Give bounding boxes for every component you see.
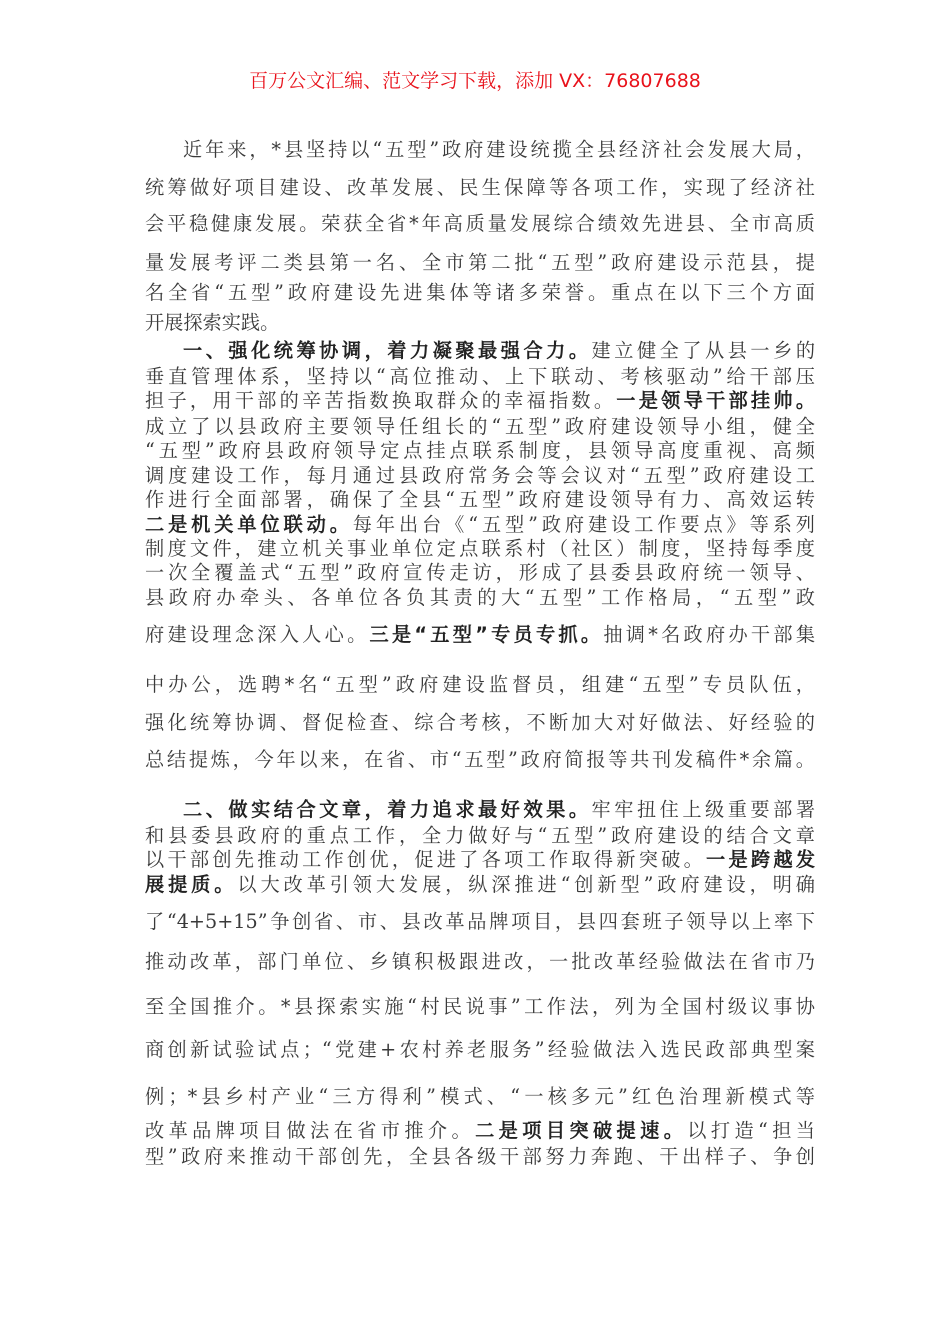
body-text: 制度文件，建立机关事业单位定点联系村（社区）制度，坚持每季度	[145, 537, 815, 560]
body-text: 和县委县政府的重点工作，全力做好与“五型”政府建设的结合文章	[145, 824, 815, 847]
text-line	[145, 310, 815, 336]
text-line	[145, 512, 815, 538]
bold-heading-text: 展提质。	[145, 873, 238, 896]
body-text: 推动改革，部门单位、乡镇积极跟进改，一批改革经验做法在省市乃	[145, 950, 815, 973]
body-text: 量发展考评二类县第一名、全市第二批“五型”政府建设示范县，提	[145, 251, 815, 274]
body-text: 以干部创先推动工作创优，促进了各项工作取得新突破。	[145, 848, 707, 871]
body-text: 作进行全面部署，确保了全县“五型”政府建设领导有力、高效运转	[145, 488, 815, 511]
bold-heading-text: 三是“五型”专员专抓。	[369, 623, 604, 646]
text-line	[145, 463, 815, 489]
body-text: 名全省“五型”政府建设先进集体等诸多荣誉。重点在以下三个方面	[145, 281, 815, 304]
bold-heading-text: 二是机关单位联动。	[145, 513, 353, 536]
text-line	[145, 710, 815, 736]
body-text: 统筹做好项目建设、改革发展、民生保障等各项工作，实现了经济社	[145, 176, 815, 199]
text-line	[145, 211, 815, 237]
text-line	[145, 872, 815, 898]
text-line	[145, 487, 815, 513]
text-line	[145, 994, 815, 1020]
text-line	[145, 585, 815, 611]
body-text: 了“4+5+15”争创省、市、县改革品牌项目，县四套班子领导以上率下	[145, 910, 815, 933]
text-line	[145, 1144, 815, 1170]
body-text: 一次全覆盖式“五型”政府宣传走访，形成了县委县政府统一领导、	[145, 561, 815, 584]
text-line	[145, 388, 815, 414]
body-text: 以打造“担当	[687, 1119, 815, 1142]
text-line	[145, 847, 815, 873]
body-text: 建立健全了从县一乡的	[591, 339, 816, 362]
body-text: 牢牢扭住上级重要部署	[591, 798, 816, 821]
text-line	[145, 1084, 815, 1110]
body-text: 强化统筹协调、督促检查、综合考核，不断加大对好做法、好经验的	[145, 711, 815, 734]
bold-heading-text: 一、强化统筹协调，着力凝聚最强合力。	[183, 339, 592, 362]
body-text: 每年出台《“五型”政府建设工作要点》等系列	[352, 513, 815, 536]
header-banner: 百万公文汇编、范文学习下载，添加 VX：76807688	[249, 70, 701, 92]
bold-heading-text: 二是项目突破提速。	[475, 1119, 688, 1142]
text-line	[145, 672, 815, 698]
text-line	[183, 797, 815, 823]
text-line	[183, 338, 815, 364]
body-text: 调度建设工作，每月通过县政府常务会等会议对“五型”政府建设工	[145, 464, 815, 487]
text-line	[145, 747, 815, 773]
body-text: 以大改革引领大发展，纵深推进“创新型”政府建设，明确	[237, 873, 815, 896]
text-line	[145, 175, 815, 201]
text-line	[183, 137, 815, 163]
body-text: 担子，用干部的辛苦指数换取群众的幸福指数。	[145, 389, 617, 412]
text-line	[145, 280, 815, 306]
text-line	[145, 909, 815, 935]
text-line	[145, 1118, 815, 1144]
body-text: 总结提炼，今年以来，在省、市“五型”政府简报等共刊发稿件*余篇。	[145, 748, 815, 771]
body-text: 改革品牌项目做法在省市推介。	[145, 1119, 476, 1142]
text-line	[145, 1037, 815, 1063]
text-line	[145, 949, 815, 975]
bold-heading-text: 二、做实结合文章，着力追求最好效果。	[183, 798, 592, 821]
text-line	[145, 414, 815, 440]
bold-heading-text: 一是跨越发	[706, 848, 816, 871]
body-text: 中办公，选聘*名“五型”政府建设监督员，组建“五型”专员队伍，	[145, 673, 815, 696]
body-text: 例；*县乡村产业“三方得利”模式、“一核多元”红色治理新模式等	[145, 1085, 815, 1108]
body-text: 抽调*名政府办干部集	[603, 623, 816, 646]
bold-heading-text: 一是领导干部挂帅。	[616, 389, 816, 412]
text-line	[145, 438, 815, 464]
body-text: 成立了以县政府主要领导任组长的“五型”政府建设领导小组，健全	[145, 415, 815, 438]
text-line	[145, 622, 815, 648]
text-line	[145, 536, 815, 562]
body-text: 开展探索实践。	[145, 311, 280, 334]
body-text: 会平稳健康发展。荣获全省*年高质量发展综合绩效先进县、全市高质	[145, 212, 815, 235]
body-text: 县政府办牵头、各单位各负其责的大“五型”工作格局，“五型”政	[145, 586, 815, 609]
body-text: 垂直管理体系，坚持以“高位推动、上下联动、考核驱动”给干部压	[145, 365, 815, 388]
text-line	[145, 364, 815, 390]
body-text: 型”政府来推动干部创先，全县各级干部努力奔跑、干出样子、争创	[145, 1145, 815, 1168]
body-text: “五型”政府县政府领导定点挂点联系制度，县领导高度重视、高频	[145, 439, 815, 462]
body-text: 商创新试验试点；“党建+农村养老服务”经验做法入选民政部典型案	[145, 1038, 815, 1061]
text-line	[145, 823, 815, 849]
text-line	[145, 560, 815, 586]
text-line	[145, 250, 815, 276]
body-text: 近年来，*县坚持以“五型”政府建设统揽全县经济社会发展大局，	[183, 138, 815, 161]
body-text: 府建设理念深入人心。	[145, 623, 370, 646]
body-text: 至全国推介。*县探索实施“村民说事”工作法，列为全国村级议事协	[145, 995, 815, 1018]
